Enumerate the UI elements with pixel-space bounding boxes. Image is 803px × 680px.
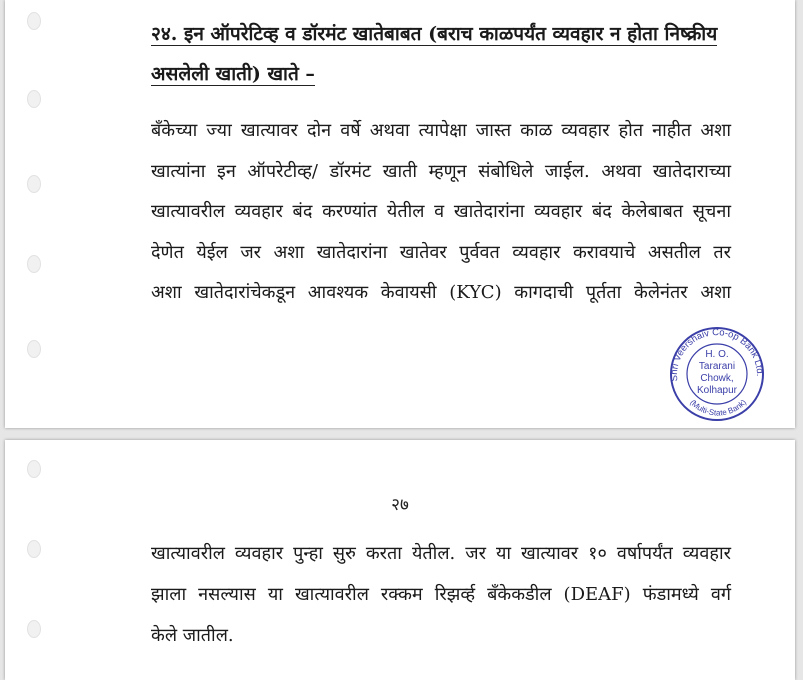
seal-line: Kolhapur <box>696 385 738 396</box>
paragraph-line: खात्यांना इन ऑपरेटीव्ह/ डॉरमंट खाती म्हणून संबोधिले जाईल. अथवा खातेदाराच्या <box>151 160 731 182</box>
heading-line-2: असलेली खाती) खाते – <box>151 63 315 85</box>
paragraph-line: देणेत येईल जर अशा खातेदारांना खातेवर पुर्ववत व्यवहार करावयाचे असतील तर <box>151 241 731 263</box>
seal-line: H. O. <box>705 349 729 360</box>
paragraph-line: बँकेच्या ज्या खात्यावर दोन वर्षे अथवा त्यापेक्षा जास्त काळ व्यवहार होत नाहीत अशा <box>151 120 731 141</box>
seal-line: Chowk, <box>700 373 734 384</box>
page-number: २७ <box>391 495 409 515</box>
seal-line: Tararani <box>698 361 736 372</box>
bank-seal-stamp <box>658 322 776 422</box>
heading-line-1: २४. इन ऑपरेटिव्ह व डॉरमंट खातेबाबत (बराच काळपर्यंत व्यवहार न होता निष्क्रीय <box>151 23 718 45</box>
continued-paragraph <box>151 533 731 656</box>
punch-hole-marks <box>27 0 41 428</box>
section-paragraph <box>151 111 731 314</box>
paragraph-line: झाला नसल्यास या खात्यावरील रक्कम रिझर्व्ह बँकेकडील (DEAF) फंडामध्ये वर्ग <box>151 584 731 605</box>
punch-hole-marks <box>27 440 41 680</box>
paragraph-line: केले जातील. <box>151 625 234 646</box>
document-page-1 <box>5 0 795 428</box>
document-page-2 <box>5 440 795 680</box>
paragraph-line: अशा खातेदारांचेकडून आवश्यक केवायसी (KYC) कागदाची पूर्तता केलेनंतर अशा <box>151 282 731 303</box>
seal-arc-text: Shri Veershaiv Co-op Bank Ltd. <box>668 327 766 382</box>
paragraph-line: खात्यावरील व्यवहार पुन्हा सुरु करता येतील. जर या खात्यावर १० वर्षापर्यंत व्यवहार <box>151 543 731 564</box>
paragraph-line: खात्यावरील व्यवहार बंद करण्यांत येतील व खातेदारांना व्यवहार बंद केलेबाबत सूचना <box>151 201 731 222</box>
section-heading <box>151 14 731 94</box>
seal-bottom-text: (Multi-State Bank) <box>688 397 749 418</box>
